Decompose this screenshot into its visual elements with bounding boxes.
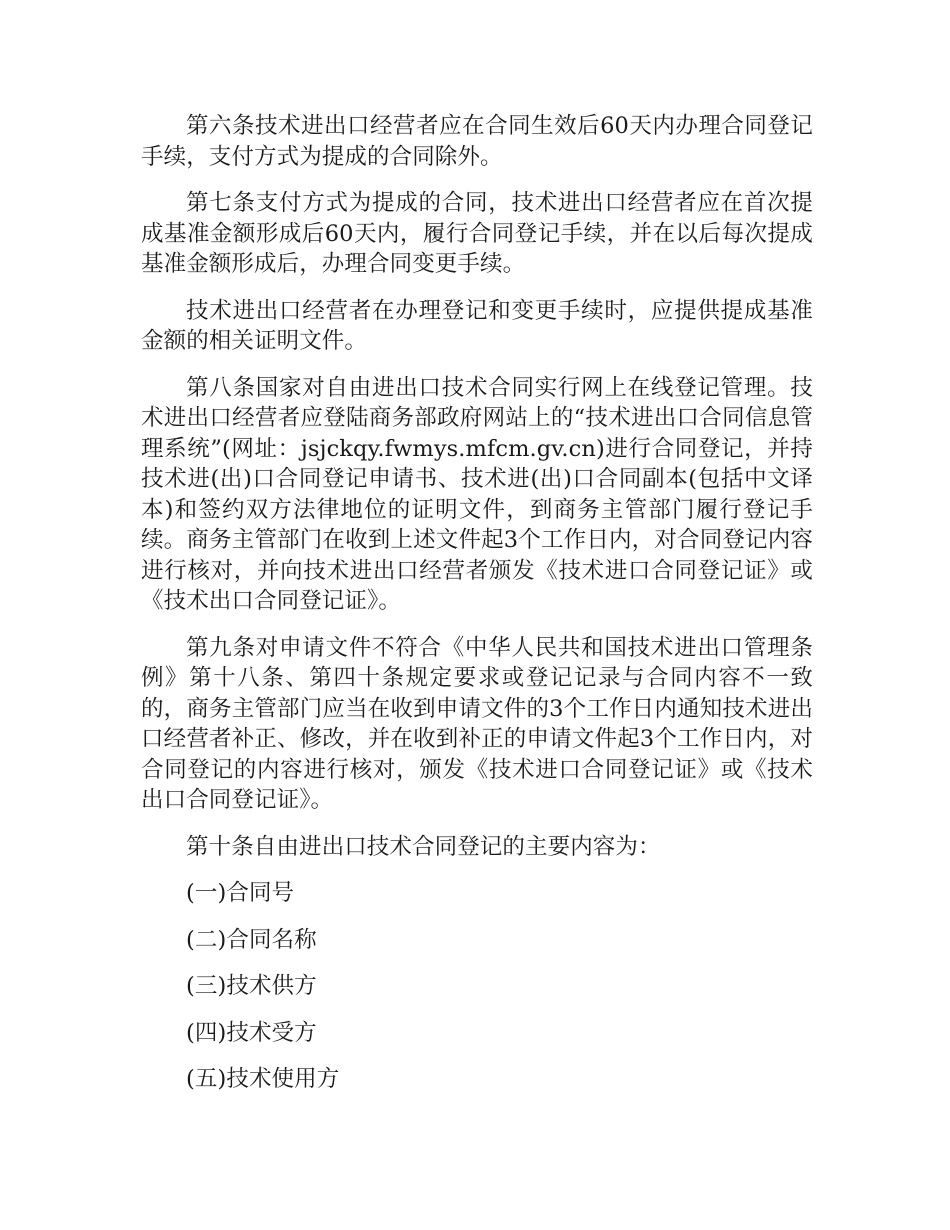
article-10-paragraph: 第十条自由进出口技术合同登记的主要内容为： xyxy=(186,833,661,860)
list-item-technology-recipient: (四)技术受方 xyxy=(186,1019,317,1046)
list-item-technology-user: (五)技术使用方 xyxy=(186,1066,340,1092)
list-item-contract-name: (二)合同名称 xyxy=(186,926,317,953)
list-item-contract-number: (一)合同号 xyxy=(186,880,295,906)
article-9-paragraph: 第九条对申请文件不符合《中华人民共和国技术进出口管理条例》第十八条、第四十条规定要求或登记记录与合同内容不一致的，商务主管部门应当在收到申请文件的3个工作日内通知技术进出口经营者补正、修改，并在收到补正的申请文件起3个工作日内，对合同登记的内容进行核对，颁发《技术进口合同登记证》或《技术出口合同登记证》。 xyxy=(141,634,813,813)
article-7-paragraph: 第七条支付方式为提成的合同，技术进出口经营者应在首次提成基准金额形成后60天内，履行合同登记手续，并在以后每次提成基准金额形成后，办理合同变更手续。 xyxy=(141,190,813,277)
document-body xyxy=(141,111,813,1111)
list-item-technology-supplier: (三)技术供方 xyxy=(186,973,317,999)
article-7-supplement-paragraph: 技术进出口经营者在办理登记和变更手续时，应提供提成基准金额的相关证明文件。 xyxy=(141,297,813,354)
article-6-paragraph: 第六条技术进出口经营者应在合同生效后60天内办理合同登记手续，支付方式为提成的合同除外。 xyxy=(141,113,813,170)
article-8-paragraph: 第八条国家对自由进出口技术合同实行网上在线登记管理。技术进出口经营者应登陆商务部政府网站上的“技术进出口合同信息管理系统”(网址：jsjckqy.fwmys.mfcm.gv.cn)进行合同登记，并持技术进(出)口合同登记申请书、技术进(出)口合同副本(包括中文译本)和签约双方法律地位的证明文件，到商务主管部门履行登记手续。商务主管部门在收到上述文件起3个工作日内，对合同登记内容进行核对，并向技术进出口经营者颁发《技术进口合同登记证》或《技术出口合同登记证》。 xyxy=(141,374,813,614)
